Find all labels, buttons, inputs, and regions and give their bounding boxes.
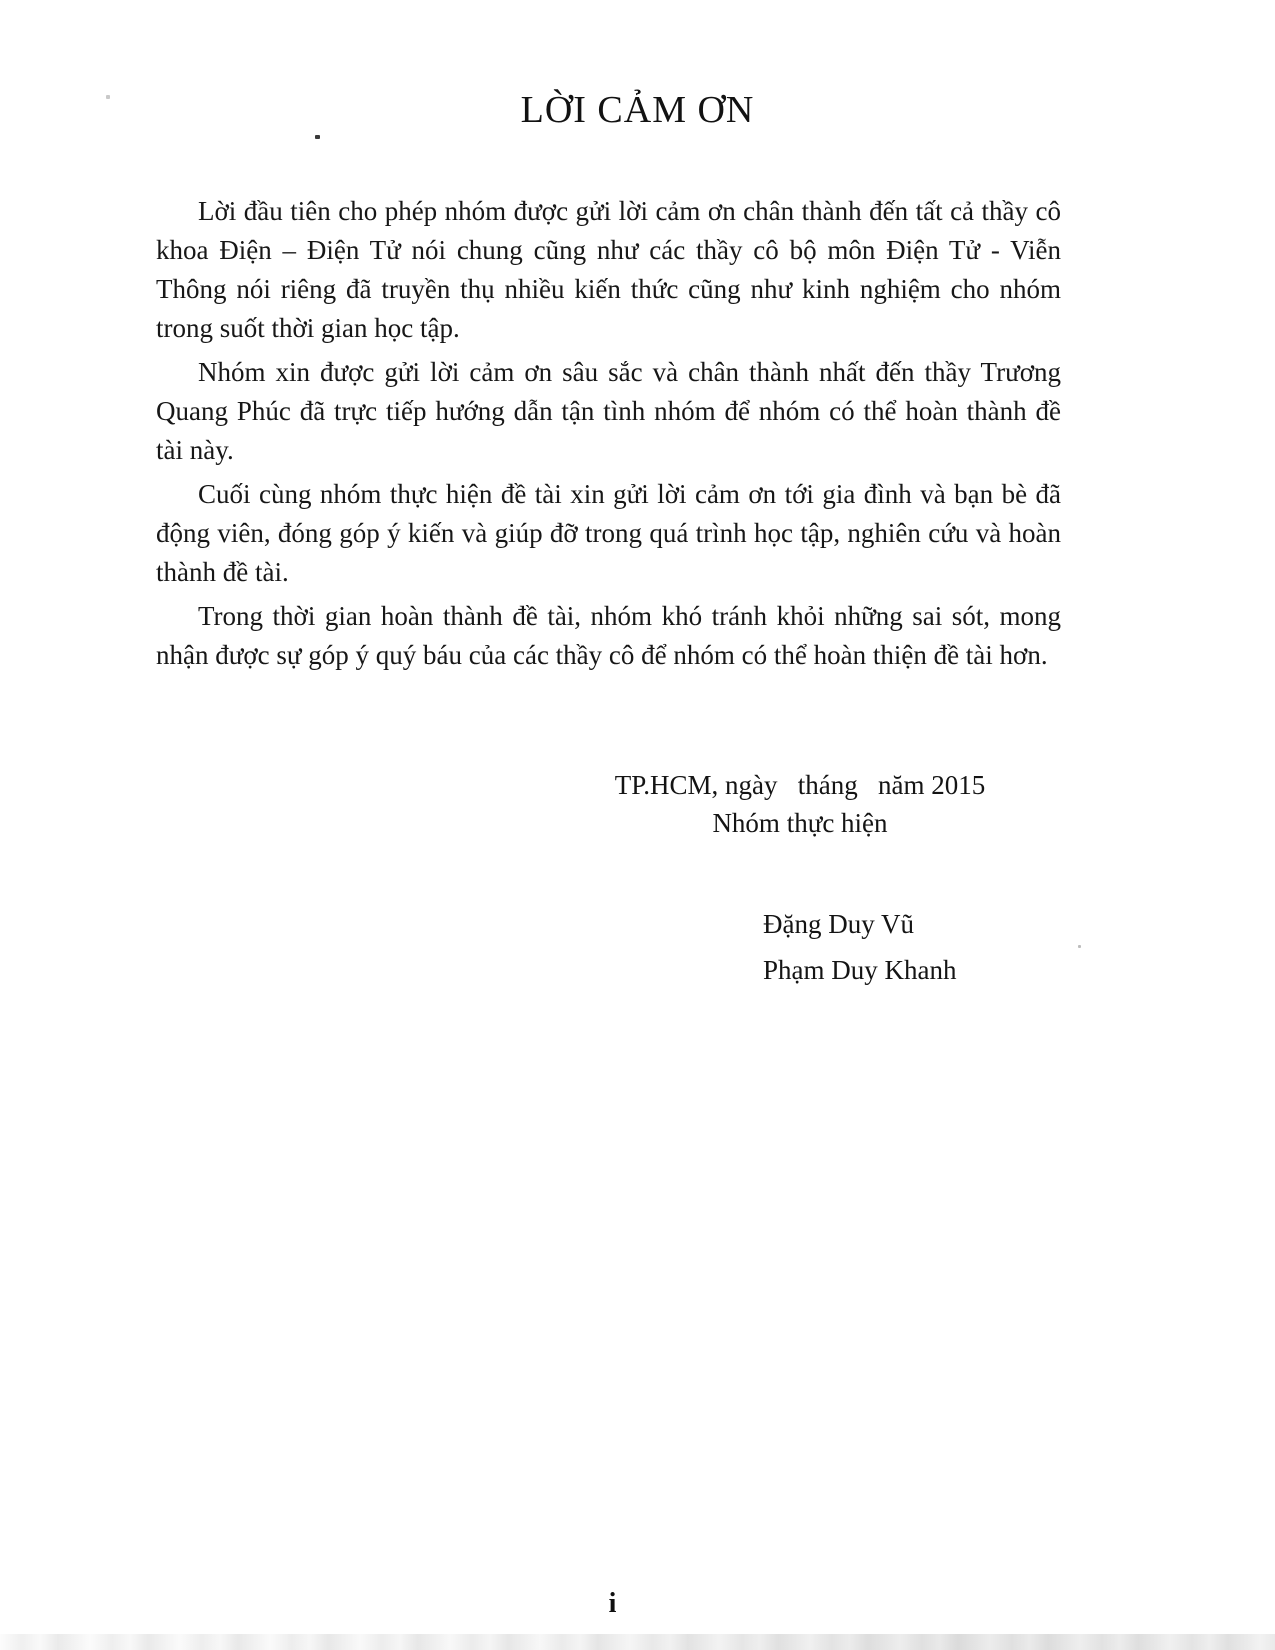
scan-speck <box>106 95 110 99</box>
scan-artifact-band <box>0 1634 1275 1650</box>
acknowledgement-body <box>156 192 1061 680</box>
scan-speck <box>1078 945 1081 948</box>
date-line: TP.HCM, ngày tháng năm 2015 <box>614 770 986 800</box>
signer-name: Đặng Duy Vũ <box>763 909 914 939</box>
page-number: i <box>608 1588 617 1619</box>
acknowledgement-paragraph: Trong thời gian hoàn thành đề tài, nhóm khó tránh khỏi những sai sót, mong nhận được sự góp ý quý báu của các thầy cô để nhóm có thể hoàn thiện đề tài hơn. <box>156 601 1061 670</box>
page-title: LỜI CẢM ƠN <box>520 89 755 131</box>
scan-speck <box>315 135 320 139</box>
acknowledgement-paragraph: Cuối cùng nhóm thực hiện đề tài xin gửi lời cảm ơn tới gia đình và bạn bè đã động viên, đóng góp ý kiến và giúp đỡ trong quá trình học tập, nghiên cứu và hoàn thành đề tài. <box>156 479 1061 587</box>
acknowledgement-paragraph: Nhóm xin được gửi lời cảm ơn sâu sắc và chân thành nhất đến thầy Trương Quang Phúc đã trực tiếp hướng dẫn tận tình nhóm để nhóm có thể hoàn thành đề tài này. <box>156 357 1061 465</box>
group-label: Nhóm thực hiện <box>712 808 888 838</box>
signature-block <box>560 766 1040 842</box>
acknowledgement-paragraph: Lời đầu tiên cho phép nhóm được gửi lời cảm ơn chân thành đến tất cả thầy cô khoa Điện – Điện Tử nói chung cũng như các thầy cô bộ môn Điện Tử - Viễn Thông nói riêng đã truyền thụ nhiều kiến thức cũng như kinh nghiệm cho nhóm trong suốt thời gian học tập. <box>156 196 1061 343</box>
signer-name: Phạm Duy Khanh <box>763 955 957 985</box>
signer-names <box>763 901 956 993</box>
